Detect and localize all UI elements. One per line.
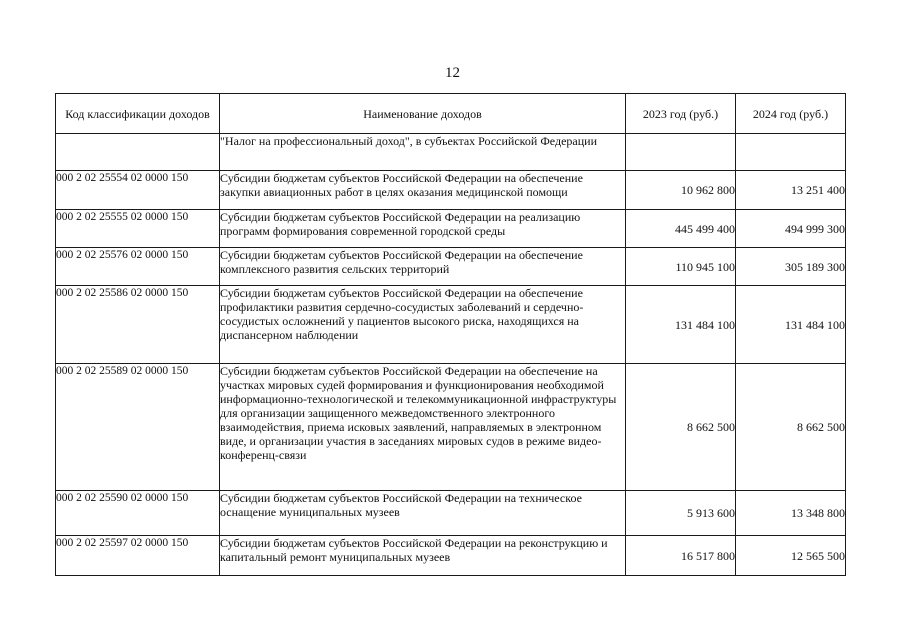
row-amount-2024: 305 189 300 xyxy=(736,248,846,286)
row-name: "Налог на профессиональный доход", в субъектах Российской Федерации xyxy=(220,134,626,171)
row-amount-2023: 8 662 500 xyxy=(626,364,736,491)
row-amount-2023: 110 945 100 xyxy=(626,248,736,286)
table-row xyxy=(56,134,846,171)
row-name: Субсидии бюджетам субъектов Российской Федерации на обеспечение закупки авиационных работ в целях оказания медицинской помощи xyxy=(220,171,626,210)
row-code: 000 2 02 25554 02 0000 150 xyxy=(56,171,220,210)
row-code: 000 2 02 25576 02 0000 150 xyxy=(56,248,220,286)
row-amount-2024: 13 251 400 xyxy=(736,171,846,210)
row-amount-2023: 445 499 400 xyxy=(626,210,736,248)
header-name: Наименование доходов xyxy=(220,94,626,134)
row-code: 000 2 02 25597 02 0000 150 xyxy=(56,536,220,576)
table-row xyxy=(56,210,846,248)
row-name: Субсидии бюджетам субъектов Российской Федерации на реализацию программ формирования современной городской среды xyxy=(220,210,626,248)
row-amount-2023: 5 913 600 xyxy=(626,491,736,536)
row-name: Субсидии бюджетам субъектов Российской Федерации на реконструкцию и капитальный ремонт муниципальных музеев xyxy=(220,536,626,576)
row-amount-2023: 10 962 800 xyxy=(626,171,736,210)
page-number: 12 xyxy=(445,65,460,81)
row-amount-2024: 12 565 500 xyxy=(736,536,846,576)
header-year-2023: 2023 год (руб.) xyxy=(626,94,736,134)
table-row xyxy=(56,248,846,286)
row-name: Субсидии бюджетам субъектов Российской Федерации на обеспечение комплексного развития сельских территорий xyxy=(220,248,626,286)
table-row xyxy=(56,491,846,536)
table-row xyxy=(56,364,846,491)
row-amount-2024 xyxy=(736,134,846,171)
table-row xyxy=(56,171,846,210)
table-header-row xyxy=(56,94,846,134)
row-amount-2023: 131 484 100 xyxy=(626,286,736,364)
header-year-2024: 2024 год (руб.) xyxy=(736,94,846,134)
table-row xyxy=(56,536,846,576)
header-code: Код классификации доходов xyxy=(56,94,220,134)
row-amount-2024: 8 662 500 xyxy=(736,364,846,491)
row-code: 000 2 02 25590 02 0000 150 xyxy=(56,491,220,536)
row-name: Субсидии бюджетам субъектов Российской Федерации на обеспечение профилактики развития сердечно-сосудистых заболеваний и сердечно-сосудистых осложнений у пациентов высокого риска, находящихся на диспансерном наблюдении xyxy=(220,286,626,364)
row-amount-2023: 16 517 800 xyxy=(626,536,736,576)
row-name: Субсидии бюджетам субъектов Российской Федерации на техническое оснащение муниципальных музеев xyxy=(220,491,626,536)
row-amount-2023 xyxy=(626,134,736,171)
row-code: 000 2 02 25586 02 0000 150 xyxy=(56,286,220,364)
row-amount-2024: 131 484 100 xyxy=(736,286,846,364)
row-code xyxy=(56,134,220,171)
row-name: Субсидии бюджетам субъектов Российской Федерации на обеспечение на участках мировых судей формирования и функционирования необходимой информационно-технологической и телекоммуникационной инфраструктуры для организации защищенного межведомственного электронного взаимодействия, приема исковых заявлений, направляемых в электронном виде, и организации участия в заседаниях мировых судов в режиме видео-конференц-связи xyxy=(220,364,626,491)
revenue-table xyxy=(55,93,846,576)
row-amount-2024: 13 348 800 xyxy=(736,491,846,536)
row-code: 000 2 02 25555 02 0000 150 xyxy=(56,210,220,248)
table-row xyxy=(56,286,846,364)
row-code: 000 2 02 25589 02 0000 150 xyxy=(56,364,220,491)
row-amount-2024: 494 999 300 xyxy=(736,210,846,248)
